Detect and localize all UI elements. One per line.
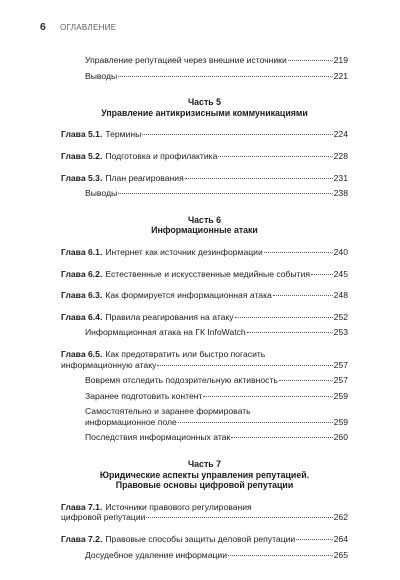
toc-entry-label: Последствия информационных атак	[85, 432, 231, 443]
toc-chapter[interactable]	[61, 151, 348, 162]
chapter-number: Глава 6.4.	[61, 311, 103, 322]
chapter-number: Глава 6.3.	[61, 290, 103, 301]
chapter-number: Глава 7.2.	[61, 534, 103, 545]
chapter-number: Глава 7.1.	[61, 501, 103, 512]
dot-leader	[264, 252, 333, 253]
toc-entry-page: 265	[333, 549, 348, 560]
dot-leader	[118, 76, 332, 77]
chapter-title: Интернет как источник дезинформации	[105, 246, 263, 257]
chapter-number: Глава 5.3.	[61, 172, 103, 183]
dot-leader	[311, 274, 333, 275]
dot-leader	[142, 134, 332, 135]
toc-entry-label: Самостоятельно и заранее формировать	[85, 406, 251, 417]
toc-chapter[interactable]	[61, 173, 348, 184]
chapter-page: 262	[333, 512, 348, 523]
toc-entry[interactable]	[61, 327, 348, 338]
chapter-page: 264	[333, 534, 348, 545]
dot-leader	[185, 178, 333, 179]
chapter-number: Глава 6.5.	[61, 348, 103, 359]
toc-entry-page: 257	[333, 375, 348, 386]
page-number: 6	[40, 21, 46, 33]
toc-entry[interactable]	[61, 550, 348, 561]
toc-chapter[interactable]	[61, 502, 348, 523]
dot-leader	[146, 517, 332, 518]
toc-entry[interactable]	[61, 432, 348, 443]
toc-entry[interactable]	[61, 71, 348, 82]
toc-chapter[interactable]	[61, 534, 348, 545]
toc-entry[interactable]	[61, 188, 348, 199]
part-number: Часть 5	[187, 97, 222, 108]
chapter-title-continued: цифровой репутации	[61, 512, 146, 523]
chapter-number: Глава 5.1.	[61, 129, 103, 140]
toc-entry-page: 221	[333, 70, 348, 81]
dot-leader	[203, 396, 332, 397]
chapter-page: 228	[333, 150, 348, 161]
toc-chapter[interactable]	[61, 290, 348, 301]
dot-leader	[231, 437, 332, 438]
part-title: Информационные атаки	[151, 225, 258, 236]
toc-entry-page: 260	[333, 432, 348, 443]
chapter-title: Правовые способы защиты деловой репутации	[105, 534, 296, 545]
dot-leader	[279, 380, 333, 381]
chapter-page: 245	[333, 268, 348, 279]
toc-entry[interactable]	[61, 391, 348, 402]
dot-leader	[218, 156, 332, 157]
dot-leader	[273, 295, 333, 296]
toc-chapter[interactable]	[61, 247, 348, 258]
chapter-title: Как предотвратить или быстро погасить	[105, 348, 266, 359]
toc-entry-page: 259	[333, 390, 348, 401]
dot-leader	[228, 555, 333, 556]
chapter-title: Как формируется информационная атака	[105, 290, 272, 301]
toc-entry-label: Вовремя отследить подозрительную активность	[85, 375, 278, 386]
part-number: Часть 6	[187, 214, 222, 225]
chapter-title: Естественные и искусственные медийные события	[105, 268, 311, 279]
toc-entry-label: Управление репутацией через внешние источники	[85, 55, 287, 65]
chapter-title-continued: информационную атаку	[61, 359, 157, 370]
chapter-page: 240	[333, 246, 348, 257]
part-title: Юридические аспекты управления репутацией.	[99, 469, 310, 480]
toc-chapter[interactable]	[61, 129, 348, 140]
toc-entry-label: Заранее подготовить контент	[85, 390, 203, 401]
chapter-title: Термины	[105, 129, 142, 140]
toc-entry[interactable]	[61, 55, 348, 66]
dot-leader	[118, 193, 332, 194]
dot-leader	[296, 539, 332, 540]
toc-chapter[interactable]	[61, 312, 348, 323]
toc-entry-page: 253	[333, 327, 348, 338]
toc-entry-page: 219	[333, 55, 348, 65]
toc-entry-label-continued: информационное поле	[85, 416, 177, 427]
chapter-page: 257	[333, 359, 348, 370]
chapter-title: План реагирования	[105, 172, 184, 183]
toc-entry-label: Информационная атака на ГК InfoWatch	[85, 327, 246, 338]
chapter-page: 252	[333, 311, 348, 322]
chapter-title: Правила реагирования на атаку	[105, 311, 234, 322]
part-title-line2: Правовые основы цифровой репутации	[115, 480, 294, 491]
toc-entry-page: 238	[333, 188, 348, 199]
toc-chapter[interactable]	[61, 269, 348, 280]
table-of-contents	[61, 55, 348, 560]
chapter-page: 231	[333, 172, 348, 183]
toc-entry[interactable]	[61, 375, 348, 386]
part-title: Управление антикризисными коммуникациями	[101, 107, 308, 118]
chapter-page: 248	[333, 290, 348, 301]
toc-chapter[interactable]	[61, 349, 348, 370]
running-head: ОГЛАВЛЕНИЕ	[60, 23, 117, 32]
dot-leader	[288, 60, 333, 61]
dot-leader	[157, 365, 332, 366]
toc-entry-label: Выводы	[85, 70, 118, 81]
dot-leader	[235, 317, 333, 318]
dot-leader	[178, 422, 333, 423]
part-number: Часть 7	[187, 459, 222, 470]
toc-entry[interactable]	[61, 406, 348, 427]
toc-entry-page: 259	[333, 416, 348, 427]
chapter-title: Подготовка и профилактика	[105, 150, 218, 161]
chapter-title: Источники правового регулирования	[105, 501, 252, 512]
toc-entry-label: Досудебное удаление информации	[85, 549, 228, 560]
chapter-page: 224	[333, 129, 348, 140]
dot-leader	[247, 332, 333, 333]
chapter-number: Глава 6.2.	[61, 268, 103, 279]
chapter-number: Глава 6.1.	[61, 246, 103, 257]
chapter-number: Глава 5.2.	[61, 150, 103, 161]
toc-entry-label: Выводы	[85, 188, 118, 199]
